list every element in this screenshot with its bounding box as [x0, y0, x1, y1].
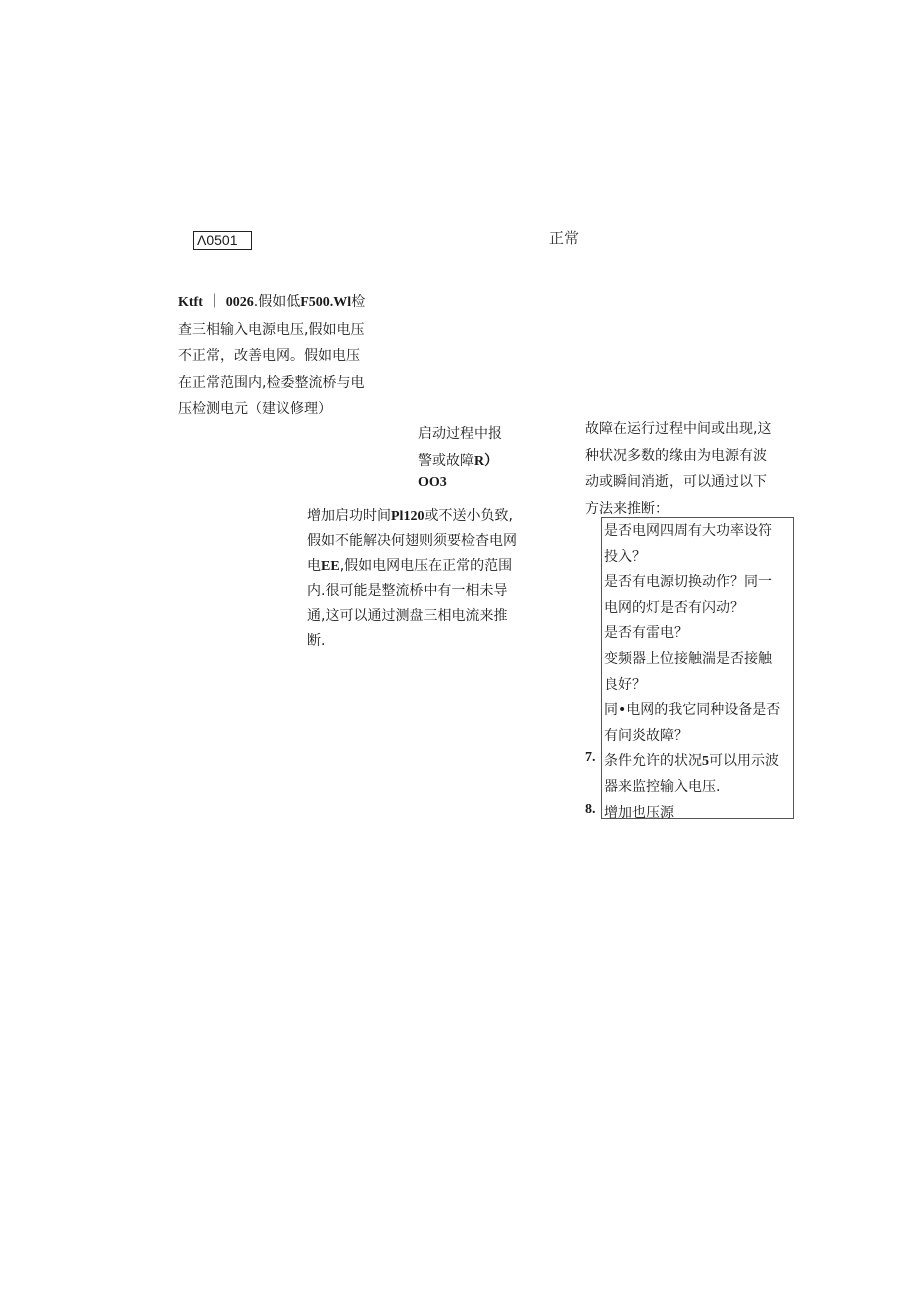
- checklist-line: 电网的灯是否有闪动？: [604, 599, 744, 616]
- fault-title-line-1: 启动过程中报: [418, 426, 502, 442]
- checklist-line: 投入？: [604, 548, 646, 565]
- action-text-a: 增加启功时间: [307, 508, 391, 524]
- item-number-7: 7.: [585, 750, 596, 765]
- cause-text-c: 检: [351, 294, 366, 310]
- checklist-line: 是否有雷电？: [604, 625, 688, 642]
- action-param: Pl120: [391, 509, 425, 524]
- cause-line-5: 压检测电元（建议修理）: [178, 401, 332, 417]
- checklist-item-8: 增加也压源: [604, 804, 674, 821]
- fault-code-box: [193, 231, 252, 250]
- cause-line-4: 在正常范围内,检委整流桥与电: [178, 374, 365, 391]
- checklist-item-7-line-2: 器来监控输入电压.: [604, 778, 721, 795]
- cause-text-a: .假如低: [253, 294, 301, 310]
- intro-line-3: 动或瞬间消逝，可以通过以下: [585, 474, 767, 490]
- checklist-line: 同•电网的我它同种设备是否: [604, 702, 781, 719]
- action-paragraph: [307, 504, 517, 654]
- action-text-c: 或不送小负致,: [424, 508, 513, 524]
- checklist-line: 变频器上位接触湍是否接触: [604, 650, 772, 667]
- fault-title-line-2: [418, 448, 502, 476]
- fault-title-suffix: R）: [474, 453, 499, 469]
- action-line-4: 内.很可能是整流桥中有一相未导: [307, 583, 508, 599]
- status-label: 正常: [549, 229, 580, 247]
- fault-code-label: Λ0501: [197, 232, 238, 248]
- intro-paragraph: [585, 416, 771, 522]
- action-line-1: [307, 504, 517, 529]
- checklist-line: 有问炎故障？: [604, 727, 688, 744]
- cause-line-2: 查三相输入电源电压,假如电压: [178, 321, 365, 338]
- cause-paragraph: [178, 289, 365, 423]
- cause-code: 0026: [225, 295, 254, 310]
- action-code-ee: EE: [321, 559, 340, 574]
- cause-line-1: [178, 289, 365, 317]
- checklist: [604, 519, 780, 826]
- action-text-3a: 电: [307, 558, 321, 574]
- cause-separator: ｜: [207, 294, 222, 310]
- intro-line-1: 故障在运行过程中间或出现,这: [585, 421, 772, 437]
- cause-line-3: 不正常，改善电网。假如电压: [178, 348, 360, 364]
- action-line-2: 假如不能解决何翅则须要检杳电网: [307, 533, 517, 549]
- item7-number: 5: [702, 754, 709, 770]
- fault-code-text: OO3: [418, 475, 447, 490]
- fault-title: [418, 421, 502, 475]
- cause-prefix: Ktft: [178, 295, 203, 310]
- action-line-6: 断.: [307, 633, 326, 649]
- action-line-5: 通,这可以通过测盘三相电流来推: [307, 608, 508, 624]
- checklist-line: 是否有电源切换动作？同一: [604, 574, 772, 591]
- fault-title-text: 警或故障: [418, 452, 474, 469]
- item-number-8: 8.: [585, 802, 596, 817]
- action-text-3c: ,假如电网电压在正常的范围: [339, 558, 513, 574]
- item7-text-a: 条件允许的状况: [604, 753, 702, 770]
- intro-line-2: 种状况多数的缘由为电源有波: [585, 447, 767, 464]
- action-line-3: [307, 554, 517, 579]
- checklist-item-7: [604, 749, 780, 775]
- cause-param: F500.Wl: [300, 295, 352, 310]
- intro-line-4: 方法来推断：: [585, 500, 669, 517]
- checklist-line: 良好？: [604, 676, 646, 693]
- checklist-line: 是否电网四周有大功率设符: [604, 523, 772, 539]
- item7-text-c: 可以用示波: [709, 753, 779, 770]
